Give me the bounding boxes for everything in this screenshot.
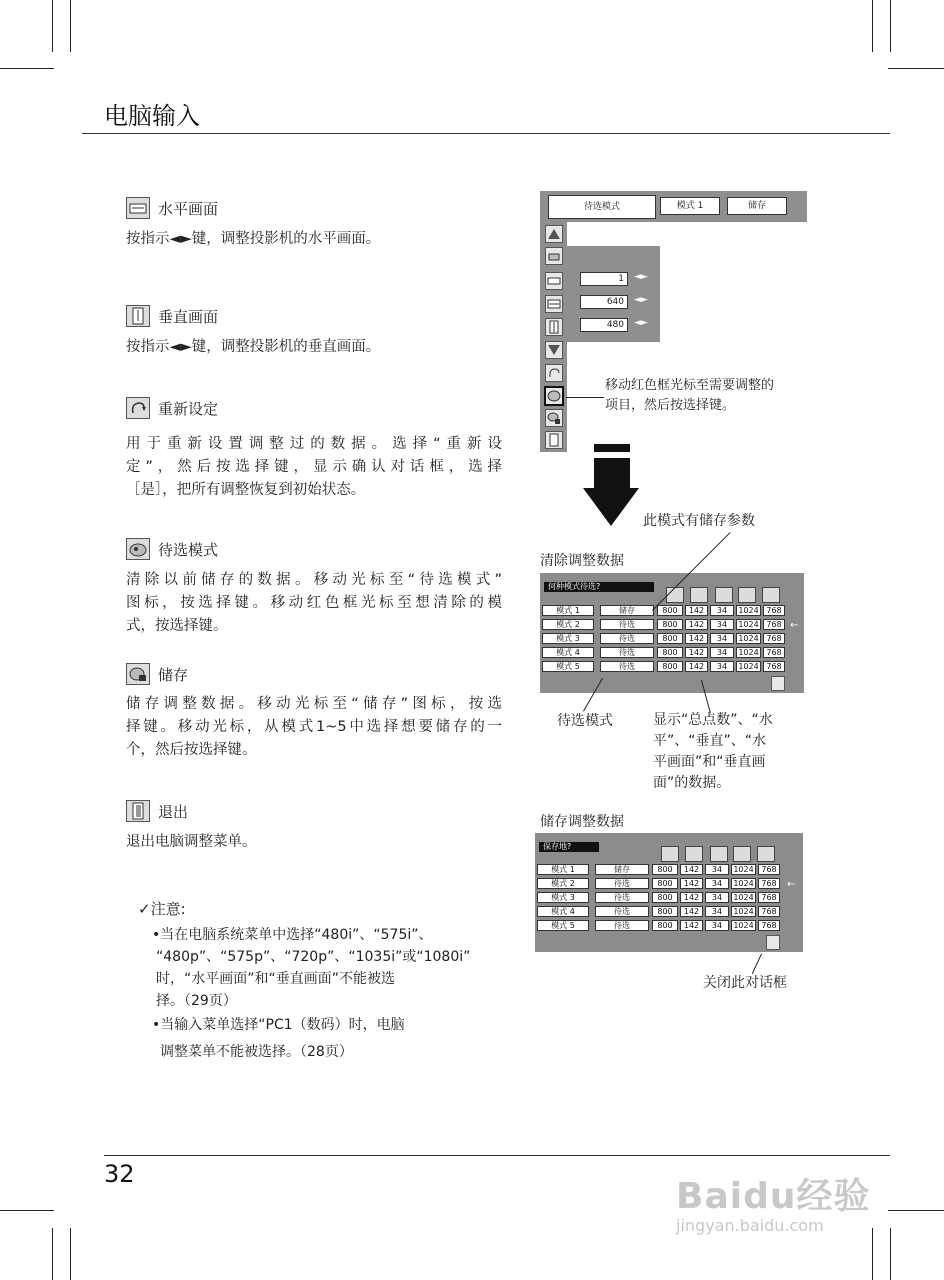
data-cell: 768	[758, 892, 780, 903]
up-arrow-icon[interactable]	[545, 225, 563, 243]
section-heading	[126, 538, 218, 560]
data-cell: 768	[758, 878, 780, 889]
data-cell: 1024	[736, 605, 761, 616]
data-cell: 142	[680, 892, 703, 903]
data-cell: 142	[680, 864, 703, 875]
mode-label[interactable]: 模式 5	[537, 920, 589, 931]
horizontal-screen-icon	[738, 587, 756, 603]
explanation-line: 面”的数据。	[653, 775, 731, 791]
note-line: 时，“水平画面”和“垂直画面”不能被选	[156, 971, 396, 987]
mode-label[interactable]: 模式 4	[537, 906, 589, 917]
horizontal-screen-icon[interactable]	[545, 295, 563, 313]
vertical-screen-icon	[757, 846, 775, 862]
data-cell: 142	[685, 605, 708, 616]
data-cell: 142	[685, 633, 708, 644]
body-line: ［是］，把所有调整恢复到初始状态。	[126, 482, 366, 498]
section-body	[126, 228, 380, 251]
explanation-line: 平画面”和“垂直画	[653, 754, 766, 770]
tab-mode-select[interactable]: 待选模式	[548, 195, 656, 219]
crop-mark	[70, 0, 71, 52]
exit-icon[interactable]	[545, 431, 563, 449]
data-cell: 34	[705, 892, 729, 903]
vertical-icon	[710, 846, 728, 862]
mode-select-icon[interactable]	[544, 386, 564, 406]
footer-rule	[104, 1155, 890, 1156]
page-number: 32	[104, 1160, 135, 1188]
crop-mark	[52, 1228, 53, 1280]
data-cell: 800	[652, 878, 678, 889]
crop-mark	[890, 0, 891, 52]
mode-label[interactable]: 模式 3	[537, 892, 589, 903]
data-cell: 800	[652, 864, 678, 875]
data-cell: 800	[657, 605, 683, 616]
tab-store[interactable]: 储存	[727, 197, 787, 215]
crop-mark	[52, 0, 53, 52]
data-cell: 800	[652, 892, 678, 903]
close-dialog-label: 关闭此对话框	[703, 975, 787, 991]
mode-label[interactable]: 模式 1	[542, 605, 594, 616]
watermark-url: jingyan.baidu.com	[676, 1216, 824, 1235]
menu-callout	[605, 376, 774, 416]
data-cell: 34	[710, 661, 734, 672]
body-line: 用于重新设置调整过的数据。选择“重新设	[126, 436, 502, 452]
note-line: “480p”、“575p”、“720p”、“1035i”或“1080i”	[156, 949, 471, 965]
section-body	[126, 433, 502, 502]
watermark-logo: Baidu经验	[676, 1176, 871, 1217]
data-cell: 142	[680, 906, 703, 917]
data-cell: 800	[652, 920, 678, 931]
total-dots-icon[interactable]	[545, 247, 563, 265]
note-line: •当在电脑系统菜单中选择“480i”、“575i”、	[152, 927, 433, 943]
data-cell: 34	[705, 878, 729, 889]
header-rule	[82, 133, 890, 134]
mode-status[interactable]: 待选	[595, 906, 649, 917]
vertical-screen-icon	[762, 587, 780, 603]
crop-mark	[0, 1210, 54, 1211]
data-cell: 1024	[731, 878, 756, 889]
data-cell: 768	[763, 661, 785, 672]
heading-text: 重新设定	[158, 399, 219, 418]
data-cell: 1024	[736, 661, 761, 672]
note-item	[152, 1012, 504, 1066]
crop-mark	[0, 68, 54, 69]
store-dialog	[535, 833, 803, 952]
mode-status[interactable]: 待选	[595, 878, 649, 889]
heading-text: 水平画面	[158, 199, 219, 218]
dialog-prompt: 何种模式待选?	[544, 582, 654, 592]
body-line: 个，然后按选择键。	[126, 742, 257, 758]
data-cell: 1024	[736, 619, 761, 630]
data-cell: 1024	[731, 906, 756, 917]
note-line: •当输入菜单选择“PC1（数码）时，电脑	[152, 1017, 405, 1033]
crop-mark	[872, 1228, 873, 1280]
section-body	[126, 569, 502, 638]
note-line: 择。（29页）	[156, 993, 237, 1009]
mode-status[interactable]: 待选	[600, 661, 654, 672]
data-cell: 768	[763, 619, 785, 630]
explanation-line: 平”、“垂直”、“水	[653, 733, 767, 749]
data-cell: 34	[705, 906, 729, 917]
data-cell: 1024	[736, 633, 761, 644]
data-cell: 768	[763, 633, 785, 644]
horizontal-screen-icon	[126, 197, 150, 219]
data-cell: 800	[652, 906, 678, 917]
mode-label[interactable]: 模式 5	[542, 661, 594, 672]
data-cell: 34	[710, 619, 734, 630]
mode-label[interactable]: 模式 3	[542, 633, 594, 644]
value-field[interactable]: 1	[580, 272, 628, 286]
page-title: 电脑输入	[104, 102, 200, 130]
store-dialog-caption: 储存调整数据	[540, 814, 624, 830]
mode-status[interactable]: 待选	[600, 619, 654, 630]
data-cell: 800	[657, 661, 683, 672]
crop-mark	[70, 1228, 71, 1280]
mode-label[interactable]: 模式 2	[537, 878, 589, 889]
data-explanation	[653, 710, 773, 794]
reset-icon	[126, 397, 150, 419]
body-line: 退出电脑调整菜单。	[126, 834, 257, 850]
store-icon	[126, 663, 150, 685]
crop-mark	[888, 68, 944, 69]
value-field[interactable]: 480	[580, 318, 628, 332]
stored-mode-label: 此模式有储存参数	[643, 513, 755, 529]
body-line: 式，按选择键。	[126, 618, 228, 634]
data-cell: 1024	[731, 864, 756, 875]
mode-status[interactable]: 储存	[600, 605, 654, 616]
explanation-line: 显示“总点数”、“水	[653, 712, 773, 728]
data-cell: 142	[685, 661, 708, 672]
note-heading: ✓注意:	[138, 900, 186, 918]
exit-icon[interactable]	[771, 676, 785, 691]
mode-status[interactable]: 待选	[595, 892, 649, 903]
data-cell: 768	[763, 647, 785, 658]
heading-text: 待选模式	[158, 540, 219, 559]
data-cell: 34	[705, 920, 729, 931]
reset-icon[interactable]	[545, 364, 563, 382]
section-heading	[126, 663, 188, 685]
mode-select-icon	[126, 538, 150, 560]
mode-label[interactable]: 模式 1	[537, 864, 589, 875]
data-cell: 142	[680, 878, 703, 889]
note-line: 调整菜单不能被选择。（28页）	[160, 1044, 353, 1060]
pending-mode-label: 待选模式	[557, 713, 613, 729]
total-dots-icon	[661, 846, 679, 862]
crop-mark	[888, 1210, 944, 1211]
vertical-icon	[715, 587, 733, 603]
exit-icon[interactable]	[766, 935, 780, 950]
adjust-arrows[interactable]: ◄►	[634, 318, 648, 328]
mode-label[interactable]: 模式 2	[542, 619, 594, 630]
data-cell: 768	[758, 864, 780, 875]
data-cell: 800	[657, 633, 683, 644]
value-field[interactable]: 640	[580, 295, 628, 309]
heading-text: 退出	[158, 802, 189, 821]
adjust-arrows[interactable]: ◄►	[634, 272, 648, 282]
section-heading	[126, 305, 218, 327]
body-line: 择键。移动光标，从模式1~5中选择想要储存的一	[126, 719, 502, 735]
data-cell: 34	[710, 633, 734, 644]
vertical-screen-icon	[126, 305, 150, 327]
data-cell: 1024	[736, 647, 761, 658]
mode-status[interactable]: 待选	[600, 633, 654, 644]
vertical-screen-icon[interactable]	[545, 318, 563, 336]
tab-mode-1[interactable]: 模式 1	[660, 197, 720, 215]
mode-status[interactable]: 储存	[595, 864, 649, 875]
data-cell: 142	[685, 619, 708, 630]
body-line: 清除以前储存的数据。移动光标至“待选模式”	[126, 572, 502, 588]
body-line: 按指示◄►键，调整投影机的水平画面。	[126, 231, 381, 247]
body-line: 按指示◄►键，调整投影机的垂直画面。	[126, 339, 381, 355]
mode-label[interactable]: 模式 4	[542, 647, 594, 658]
heading-text: 垂直画面	[158, 307, 219, 326]
body-line: 储存调整数据。移动光标至“储存”图标，按选	[126, 696, 502, 712]
mode-status[interactable]: 待选	[600, 647, 654, 658]
down-arrow-icon[interactable]	[545, 341, 563, 359]
body-line: 定”，然后按选择键，显示确认对话框，选择	[126, 459, 502, 475]
dialog-prompt: 保存地?	[539, 842, 599, 852]
horizontal-icon	[690, 587, 708, 603]
crop-mark	[872, 0, 873, 52]
callout-line: 移动红色框光标至需要调整的	[605, 378, 775, 393]
horizontal-icon	[685, 846, 703, 862]
pointer-arrow-icon: ←	[787, 879, 796, 890]
adjust-arrows[interactable]: ◄►	[634, 295, 648, 305]
clear-dialog-caption: 清除调整数据	[540, 553, 624, 569]
exit-icon	[126, 800, 150, 822]
data-cell: 34	[710, 605, 734, 616]
horizontal-icon[interactable]	[545, 272, 563, 290]
section-heading	[126, 197, 218, 219]
data-cell: 800	[657, 619, 683, 630]
crop-mark	[890, 1228, 891, 1280]
total-dots-icon	[666, 587, 684, 603]
callout-leader	[566, 397, 604, 398]
store-icon[interactable]	[545, 409, 563, 427]
data-cell: 768	[758, 920, 780, 931]
data-cell: 142	[680, 920, 703, 931]
data-cell: 142	[685, 647, 708, 658]
heading-text: 储存	[158, 665, 189, 684]
callout-leader	[752, 954, 762, 974]
mode-status[interactable]: 待选	[595, 920, 649, 931]
section-heading	[126, 800, 188, 822]
callout-line: 项目，然后按选择键。	[605, 398, 736, 413]
data-cell: 768	[758, 906, 780, 917]
data-cell: 1024	[731, 920, 756, 931]
body-line: 图标，按选择键。移动红色框光标至想清除的模	[126, 595, 502, 611]
section-body	[126, 336, 380, 359]
section-heading	[126, 397, 218, 419]
section-body	[126, 693, 502, 762]
data-cell: 800	[657, 647, 683, 658]
pointer-arrow-icon: ←	[790, 620, 799, 631]
note-item	[152, 924, 504, 1012]
data-cell: 1024	[731, 892, 756, 903]
section-body	[126, 831, 257, 854]
horizontal-screen-icon	[733, 846, 751, 862]
data-cell: 34	[705, 864, 729, 875]
down-arrow-icon	[583, 444, 639, 528]
data-cell: 34	[710, 647, 734, 658]
data-cell: 768	[763, 605, 785, 616]
